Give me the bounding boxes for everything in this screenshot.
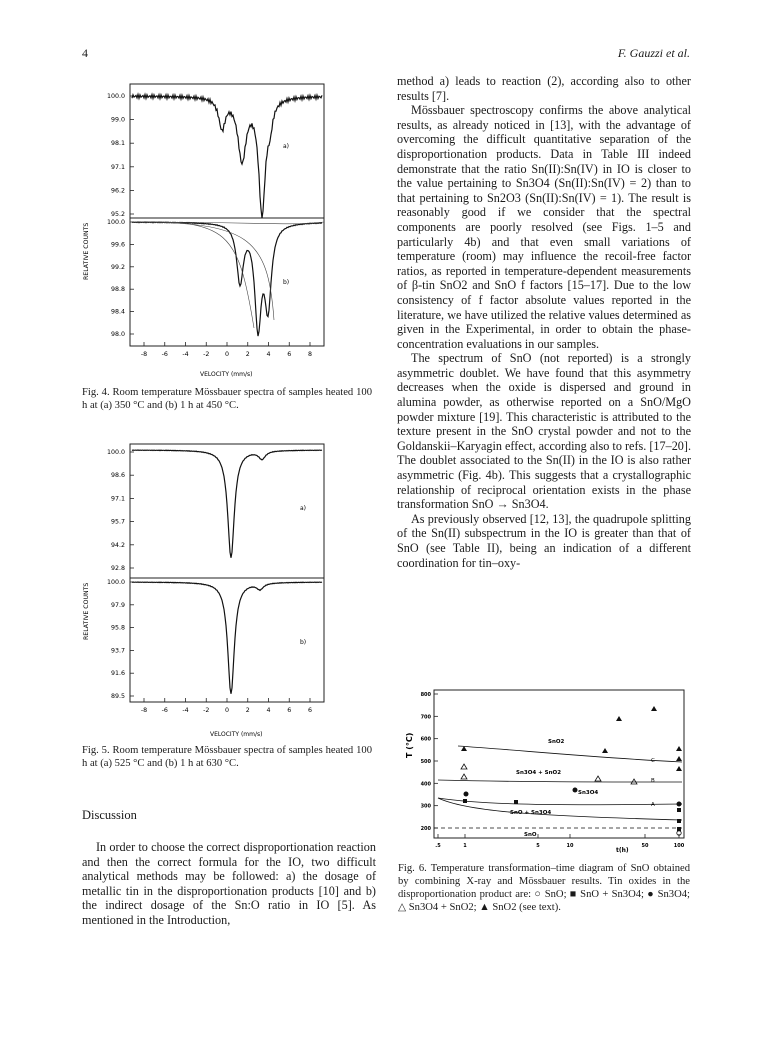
discussion-paragraph: In order to choose the correct disproportionation reaction and then the correct formula for the IO, two difficult analytical methods may be followed: a) the dosage of metallic tin in the disproportionation products [10] and b) the indirect dosage of the Sn:O ratio in IO [5]. As mentioned in the Introduction, — [82, 840, 376, 927]
running-head: F. Gauzzi et al. — [617, 46, 690, 60]
fig5-ytick: 92.8 — [110, 565, 125, 572]
fig4-xtick: 6 — [287, 351, 292, 358]
fig6-region-label: SnO + Sn3O4 — [510, 810, 552, 816]
fig5-xtick: 0 — [224, 707, 230, 714]
fig5-ytick: 93.7 — [110, 647, 125, 655]
fig6-ytick: 300 — [420, 803, 431, 810]
fig4-xtick: -2 — [203, 351, 210, 358]
fig6-xtick: 10 — [566, 843, 574, 849]
fig6-region-label: Sn3O4 — [578, 790, 599, 796]
fig6-region-label: SnO — [524, 832, 537, 838]
fig6-region-label: Sn3O4 + SnO2 — [516, 770, 562, 776]
fig5-xtick: 6 — [307, 707, 313, 714]
fig5-caption: Fig. 5. Room temperature Mössbauer spectra of samples heated 100 h at (a) 525 °C and (b) 1 h at 630 °C. — [82, 745, 372, 769]
fig5-ytick: 98.6 — [110, 472, 125, 480]
fig4-ytick: 95.2 — [110, 211, 125, 218]
fig6-curve-label: C — [651, 758, 655, 764]
fig4-ytick: 98.8 — [110, 286, 125, 294]
fig6-ylabel: T (°C) — [405, 732, 414, 758]
fig5-xtick: -2 — [203, 707, 210, 714]
fig6-xtick: 5 — [536, 843, 540, 849]
fig6-caption: Fig. 6. Temperature transformation–time diagram of SnO obtained by combining X-ray and Mössbauer results. Tin oxides in the disproportionation product are: ○ SnO; ■ SnO + Sn3O4; ● Sn3O4; △ Sn3O4 + SnO2; ▲ SnO2 (see text). — [398, 863, 690, 913]
fig5-xtick: -8 — [140, 707, 148, 714]
fig5-ytick: 97.1 — [110, 495, 125, 503]
fig5-ytick: 95.8 — [110, 624, 125, 632]
fig5-ylabel: RELATIVE COUNTS — [83, 582, 90, 640]
fig5-xtick: -6 — [161, 707, 168, 714]
fig4-xtick: 8 — [307, 351, 313, 358]
fig5-ytick: 91.6 — [110, 670, 125, 678]
fig5-xtick: -4 — [182, 707, 189, 714]
fig6-curve-label: B — [651, 778, 655, 784]
fig4-ytick: 99.2 — [110, 263, 125, 271]
fig4-ytick: 100.0 — [106, 219, 125, 226]
fig5-panel-a-label: a) — [300, 505, 307, 512]
fig4-ytick: 99.0 — [110, 116, 125, 124]
figure-6 — [398, 686, 692, 858]
fig5-ytick: 97.9 — [110, 601, 125, 609]
fig4-xtick: -8 — [140, 351, 148, 358]
fig4-panel-a-label: a) — [283, 143, 290, 150]
fig4-ytick: 96.2 — [110, 187, 125, 195]
paragraph: As previously observed [12, 13], the quadrupole splitting of the Sn(II) subspectrum in the IO is greater than that of SnO (see Table II), being an indication of a different coordination for tin–oxy- — [397, 511, 691, 570]
fig5-xtick: 2 — [245, 707, 250, 714]
figure-5 — [78, 440, 378, 740]
paragraph: Mössbauer spectroscopy confirms the above analytical results, as already noticed in [13], with the advantage of overcoming the difficult quantitative separation of the disproportionation products. Data in Table III indeed demonstrate that the ratio Sn(II):Sn(IV) in IO is closer to the value pertaining to Sn3O4 (Sn(II):Sn(IV) = 2) than to that pertaining to Sn2O3 (Sn(II):Sn(IV) = 1). The result is reasonably good if we consider that the spectral components are poorly resolved (see Figs. 1–5 and particularly 4b) and that even small variations of temperature (room) may influence the recoil-free factor ratios, as reported in temperature-dependent measurements of β-tin SnO2 and SnO f factors [15–17]. Due to the low consistency of f factor absolute values reported in the literature, we have utilized the relative values determined as given in the Experimental, in order to obtain the phase-concentration evaluations in our samples. — [397, 103, 691, 351]
fig4-ytick: 98.0 — [110, 331, 125, 338]
fig5-xtick: 6 — [287, 707, 292, 714]
fig6-xtick: 100 — [673, 843, 685, 849]
fig4-ytick: 98.1 — [110, 140, 125, 148]
fig6-xlabel: t(h) — [616, 847, 629, 854]
fig4-caption: Fig. 4. Room temperature Mössbauer spectra of samples heated 100 h at (a) 350 °C and (b) 1 h at 450 °C. — [82, 387, 372, 411]
fig4-xtick: 2 — [245, 351, 250, 358]
fig6-region-label: SnO2 — [548, 739, 565, 745]
fig5-ytick: 95.7 — [110, 518, 125, 526]
fig5-xlabel: VELOCITY (mm/s) — [210, 731, 263, 738]
paragraph: The spectrum of SnO (not reported) is a strongly asymmetric doublet. We have found that this asymmetry decreases when the oxide is dispersed and ground in alumina powder, as otherwise reported on a SnO/MgO powder mixture [19]. This characteristic is attributed to the texture present in the SnO crystal powder and not to the Goldanskii–Karyagin effect, according also to refs. [17–20]. The doublet associated to the Sn(II) in the IO is also rather asymmetric (Fig. 4b). This suggests that a crystallographic relationship of reciprocal orientation exists in the phase transformation SnO → Sn3O4. — [397, 351, 691, 512]
fig5-ytick: 100.0 — [106, 579, 125, 586]
fig4-ytick: 99.6 — [110, 241, 125, 249]
fig6-ytick: 600 — [420, 736, 431, 743]
fig5-panel-b-label: b) — [300, 639, 307, 646]
fig4-xtick: 0 — [224, 351, 230, 358]
fig5-ytick: 89.5 — [110, 693, 125, 700]
fig4-xtick: -6 — [161, 351, 168, 358]
fig6-ytick: 500 — [420, 759, 431, 765]
fig4-panel-b-label: b) — [283, 279, 290, 286]
section-heading-discussion: Discussion — [82, 808, 137, 822]
discussion-body — [82, 840, 376, 928]
fig4-ylabel: RELATIVE COUNTS — [83, 222, 90, 280]
fig4-ytick: 97.1 — [110, 163, 125, 171]
fig4-xtick: -4 — [182, 351, 189, 358]
fig6-xtick: 50 — [641, 843, 649, 849]
fig4-xtick: 4 — [266, 351, 271, 358]
figure-4 — [78, 80, 378, 382]
page-number: 4 — [82, 46, 88, 60]
fig5-ytick: 100.0 — [106, 449, 125, 456]
paragraph: method a) leads to reaction (2), according also to other results [7]. — [397, 74, 691, 103]
fig6-xtick: 1 — [463, 843, 467, 849]
fig5-xtick: 4 — [266, 707, 271, 714]
fig6-curve-label: A — [651, 802, 655, 808]
fig6-ytick: 400 — [420, 781, 431, 788]
fig4-ytick: 98.4 — [110, 308, 125, 316]
fig6-ytick: 800 — [420, 692, 431, 698]
fig6-xtick: .5 — [435, 843, 441, 849]
fig6-ytick: 700 — [420, 714, 431, 721]
right-column-text — [397, 74, 691, 570]
fig4-ytick: 100.0 — [106, 93, 125, 100]
fig5-ytick: 94.2 — [110, 541, 125, 549]
fig4-xlabel: VELOCITY (mm/s) — [200, 371, 253, 378]
fig6-ytick: 200 — [420, 826, 431, 832]
